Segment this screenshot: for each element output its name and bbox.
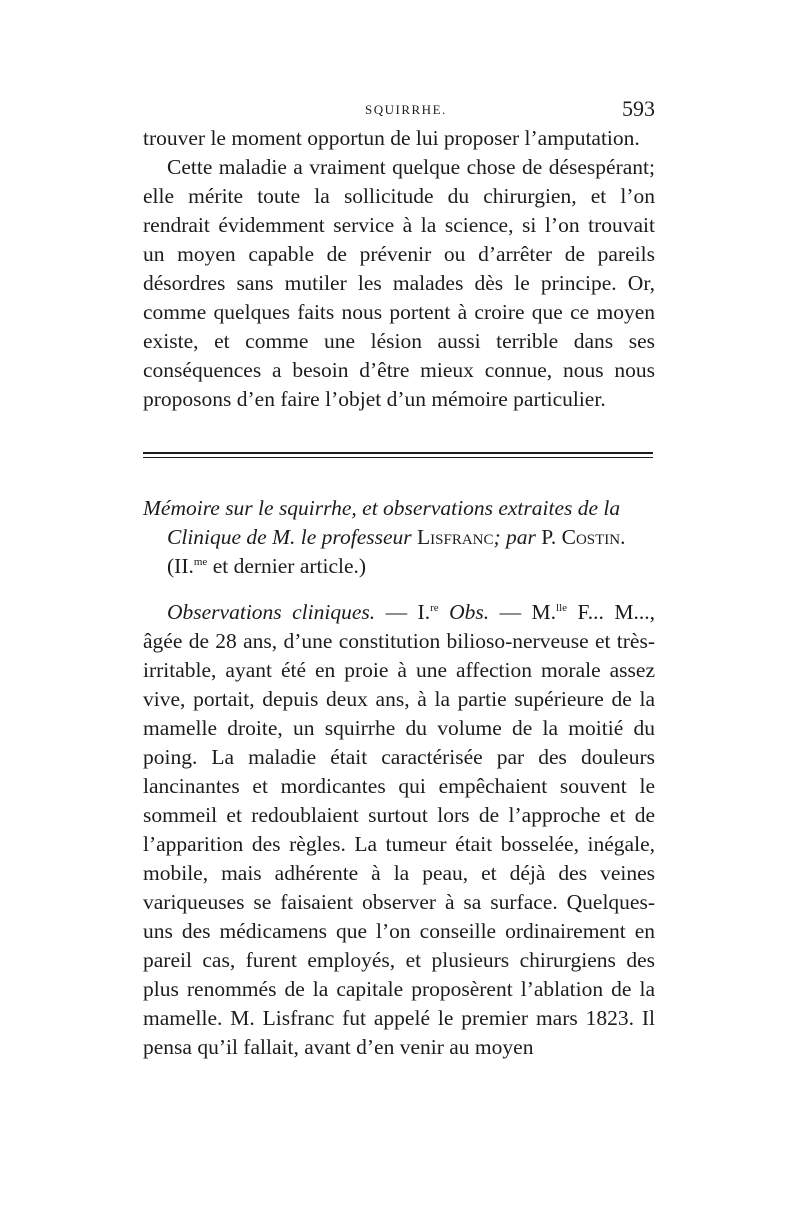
article-part xyxy=(143,552,655,581)
page-number: 593 xyxy=(622,96,655,121)
patient-name: F... M..., xyxy=(567,600,655,624)
paragraph: Cette maladie a vraiment quelque chose de désespérant; elle mérite toute la sollicitude du chirurgien, et l’on rendrait évidemment service à la science, si l’on trouvait un moyen capable de prévenir ou d’arrêter de pareils désordres sans mutiler les malades dès le principe. Or, comme quelques faits nous portent à croire que ce moyen existe, et comme une lésion aussi terrible dans ses conséquences a besoin d’être mieux connue, nous nous proposons d’en faire l’objet d’un mémoire particulier. xyxy=(143,155,655,411)
paragraph xyxy=(143,598,655,1062)
observation-body: âgée de 28 ans, d’une constitution bilioso-nerveuse et très-irritable, ayant été en proie à une affection morale assez vive, portait, depuis deux ans, à la partie supérieure de la mamelle droite, un squirrhe du volume de la moitié du poing. La maladie était caractérisée par des douleurs lancinantes et mordicantes qui empêchaient souvent le sommeil et redoublaient surtout lors de l’approche et de l’apparition des règles. La tumeur était bosselée, inégale, mobile, mais adhérente à la peau, et déjà des veines variqueuses se faisaient observer à sa surface. Quelques-uns des médicamens que l’on conseille ordinairement en pareil cas, furent employés, et plusieurs chirurgiens des plus renommés de la capitale proposèrent l’ablation de la mamelle. M. Lisfranc fut appelé le premier mars 1823. Il pensa qu’il fallait, avant d’en venir au moyen xyxy=(143,629,655,1059)
author-name: P. Costin. xyxy=(541,525,626,549)
title-fragment: Clinique de M. le professeur xyxy=(167,525,412,549)
text-fragment: — M. xyxy=(489,600,557,624)
article-title xyxy=(143,494,655,581)
section-heading: Observations cliniques. xyxy=(167,600,376,624)
article-title-line: Mémoire sur le squirrhe, et observations extraites de la xyxy=(143,496,621,520)
observation-label: Obs. xyxy=(438,600,490,624)
part-label: (II. xyxy=(167,554,194,578)
article-title-line xyxy=(143,523,655,552)
page-header xyxy=(143,96,655,126)
superscript: me xyxy=(193,556,208,568)
divider-rule xyxy=(143,452,653,454)
part-label: et dernier article.) xyxy=(207,554,367,578)
text-fragment: — I. xyxy=(375,600,431,624)
author-name: Lisfranc xyxy=(417,525,494,549)
divider-rule xyxy=(143,457,653,458)
title-fragment: ; par xyxy=(493,525,536,549)
observations-section xyxy=(143,598,655,1062)
paragraph: trouver le moment opportun de lui proposer l’amputation. xyxy=(143,126,640,150)
running-title: SQUIRRHE. xyxy=(365,102,447,117)
section-divider xyxy=(143,452,653,461)
superscript: re xyxy=(430,602,439,614)
closing-section xyxy=(143,124,655,414)
superscript: lle xyxy=(556,602,568,614)
